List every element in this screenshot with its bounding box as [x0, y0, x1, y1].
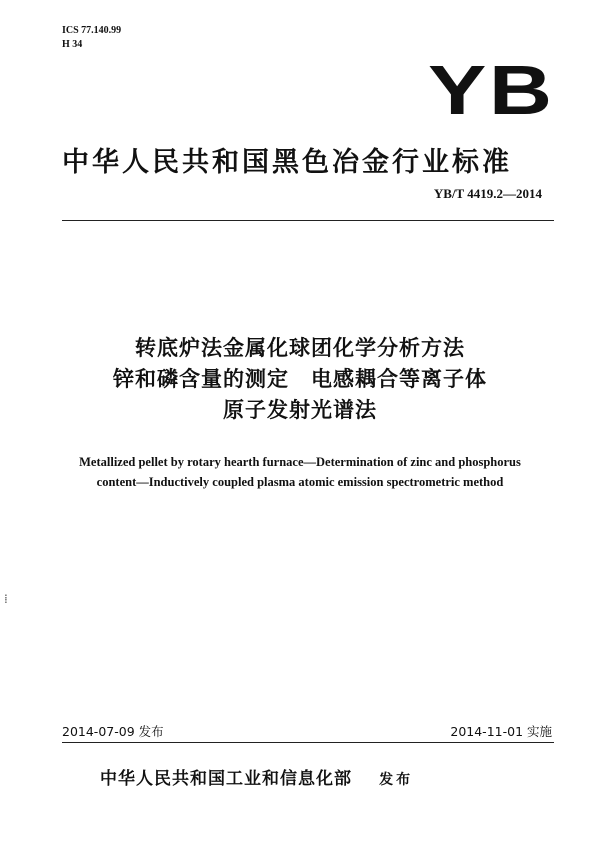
publisher-organization: 中华人民共和国工业和信息化部 — [100, 769, 352, 789]
chinese-title-line-3: 原子发射光谱法 — [223, 398, 377, 422]
top-divider — [62, 220, 554, 221]
ics-code: ICS 77.140.99 — [62, 25, 122, 36]
publisher-action: 发布 — [379, 772, 414, 788]
bottom-divider — [62, 742, 554, 743]
english-title-line-1: Metallized pellet by rotary hearth furnace—Determination of zinc and phosphorus — [79, 455, 521, 469]
standard-number: YB/T 4419.2—2014 — [433, 186, 542, 201]
classification-codes — [62, 24, 121, 52]
yb-logo: YB — [428, 51, 555, 129]
english-title — [0, 452, 600, 492]
chinese-title — [0, 333, 600, 426]
chinese-title-line-2: 锌和磷含量的测定 电感耦合等离子体 — [113, 367, 487, 391]
chinese-title-line-1: 转底炉法金属化球团化学分析方法 — [135, 336, 465, 360]
english-title-line-2: content—Inductively coupled plasma atomic emission spectrometric method — [96, 475, 504, 489]
implementation-date: 2014-11-01 实施 — [450, 724, 552, 739]
standard-category-title: 中华人民共和国黑色冶金行业标准 — [62, 147, 512, 178]
publisher-line — [100, 764, 413, 789]
issue-date: 2014-07-09 发布 — [62, 724, 164, 739]
binding-mark: ⁞ — [4, 592, 8, 606]
ccs-code: H 34 — [62, 39, 83, 50]
